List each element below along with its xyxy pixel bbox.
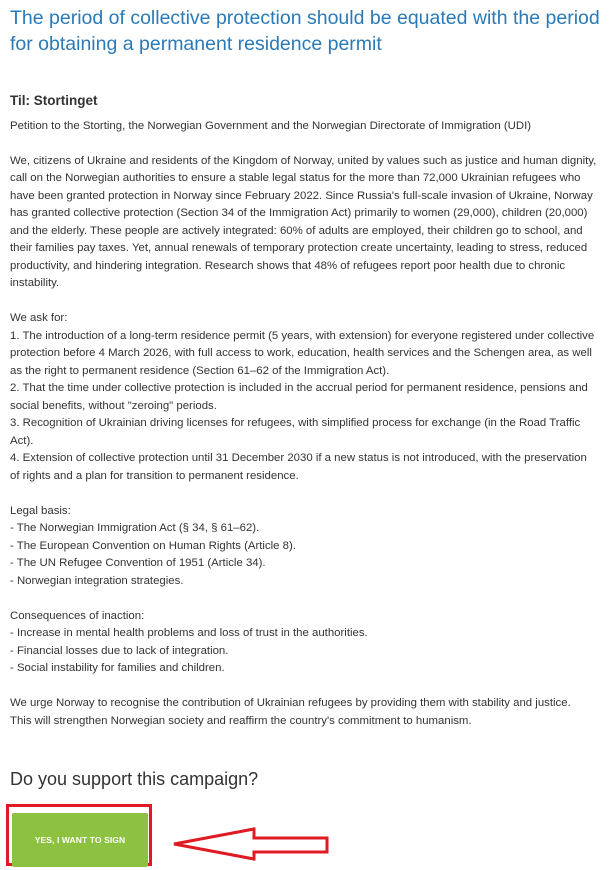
legal-line: Legal basis: bbox=[10, 504, 71, 517]
petition-subtitle: Petition to the Storting, the Norwegian Government and the Norwegian Directorate of Immigration (UDI) bbox=[10, 120, 532, 132]
left-arrow-icon bbox=[170, 826, 330, 862]
consequences-line: - Social instability for families and children. bbox=[10, 662, 225, 674]
legal-line: - Norwegian integration strategies. bbox=[10, 574, 184, 587]
legal-line: - The Norwegian Immigration Act (§ 34, § 61–62). bbox=[10, 522, 260, 534]
intro-line: and the elderly. These people are actively integrated: 60% of adults are employed, their children go to school, and bbox=[10, 224, 583, 237]
intro-line: their families pay taxes. Yet, annual renewals of temporary protection create uncertainty, leading to stress, reduced bbox=[10, 242, 588, 254]
petition-title: The period of collective protection should be equated with the period for obtaining a permanent residence permit bbox=[10, 7, 600, 55]
intro-line: instability. bbox=[10, 277, 60, 289]
ask-line: as the right to permanent residence (Section 61–62 of the Immigration Act). bbox=[10, 364, 390, 377]
ask-line: 4. Extension of collective protection until 31 December 2030 if a new status is not introduced, with the preservation bbox=[10, 452, 587, 464]
closing-line: This will strengthen Norwegian society and reaffirm the country's commitment to humanism. bbox=[10, 714, 472, 727]
paragraph-gap bbox=[10, 678, 608, 696]
ask-line: social benefits, without "zeroing" periods. bbox=[10, 399, 217, 412]
closing-section bbox=[10, 695, 608, 730]
petition-page bbox=[10, 0, 608, 790]
legal-line: - The European Convention on Human Rights (Article 8). bbox=[10, 539, 296, 552]
intro-line: have been granted protection in Norway since February 2022. Since Russia's full-scale invasion of Ukraine, Norway bbox=[10, 189, 593, 202]
ask-line: 2. That the time under collective protection is included in the accrual period for permanent residence, pensions and bbox=[10, 382, 588, 394]
closing-line: We urge Norway to recognise the contribution of Ukrainian refugees by providing them with stability and justice. bbox=[10, 697, 571, 709]
petition-recipient: Til: Stortinget bbox=[10, 93, 98, 108]
legal-section bbox=[10, 503, 608, 591]
arrow-outline bbox=[174, 829, 327, 859]
support-question: Do you support this campaign? bbox=[10, 769, 259, 789]
intro-line: has granted collective protection (Section 34 of the Immigration Act) primarily to women (29,000), children (20,000) bbox=[10, 207, 588, 219]
legal-line: - The UN Refugee Convention of 1951 (Article 34). bbox=[10, 557, 266, 569]
ask-line: 3. Recognition of Ukrainian driving licenses for refugees, with simplified process for exchange (in the Road Traffic bbox=[10, 417, 581, 429]
intro-line: productivity, and hindering integration. Research shows that 48% of refugees report poor health due to chronic bbox=[10, 259, 566, 272]
paragraph-gap bbox=[10, 590, 608, 608]
consequences-line: - Increase in mental health problems and loss of trust in the authorities. bbox=[10, 627, 368, 639]
consequences-section bbox=[10, 608, 608, 678]
intro-line: call on the Norwegian authorities to ensure a stable legal status for the more than 72,000 Ukrainian refugees who bbox=[10, 172, 581, 184]
petition-body bbox=[10, 118, 608, 730]
ask-line: We ask for: bbox=[10, 312, 68, 324]
consequences-line: - Financial losses due to lack of integration. bbox=[10, 644, 229, 657]
ask-section bbox=[10, 310, 608, 485]
ask-line: of rights and a plan for transition to permanent residence. bbox=[10, 469, 299, 482]
intro-paragraph bbox=[10, 153, 608, 293]
ask-line: protection before 4 March 2026, with full access to work, education, health services and the Schengen area, as well bbox=[10, 347, 592, 359]
consequences-line: Consequences of inaction: bbox=[10, 609, 145, 622]
intro-line: We, citizens of Ukraine and residents of the Kingdom of Norway, united by values such as justice and human dignity, bbox=[10, 154, 597, 167]
sign-button[interactable]: YES, I WANT TO SIGN bbox=[12, 813, 148, 867]
paragraph-gap bbox=[10, 485, 608, 503]
ask-line: Act). bbox=[10, 434, 34, 447]
paragraph-gap bbox=[10, 293, 608, 311]
ask-line: 1. The introduction of a long-term residence permit (5 years, with extension) for everyone registered under collective bbox=[10, 329, 595, 342]
